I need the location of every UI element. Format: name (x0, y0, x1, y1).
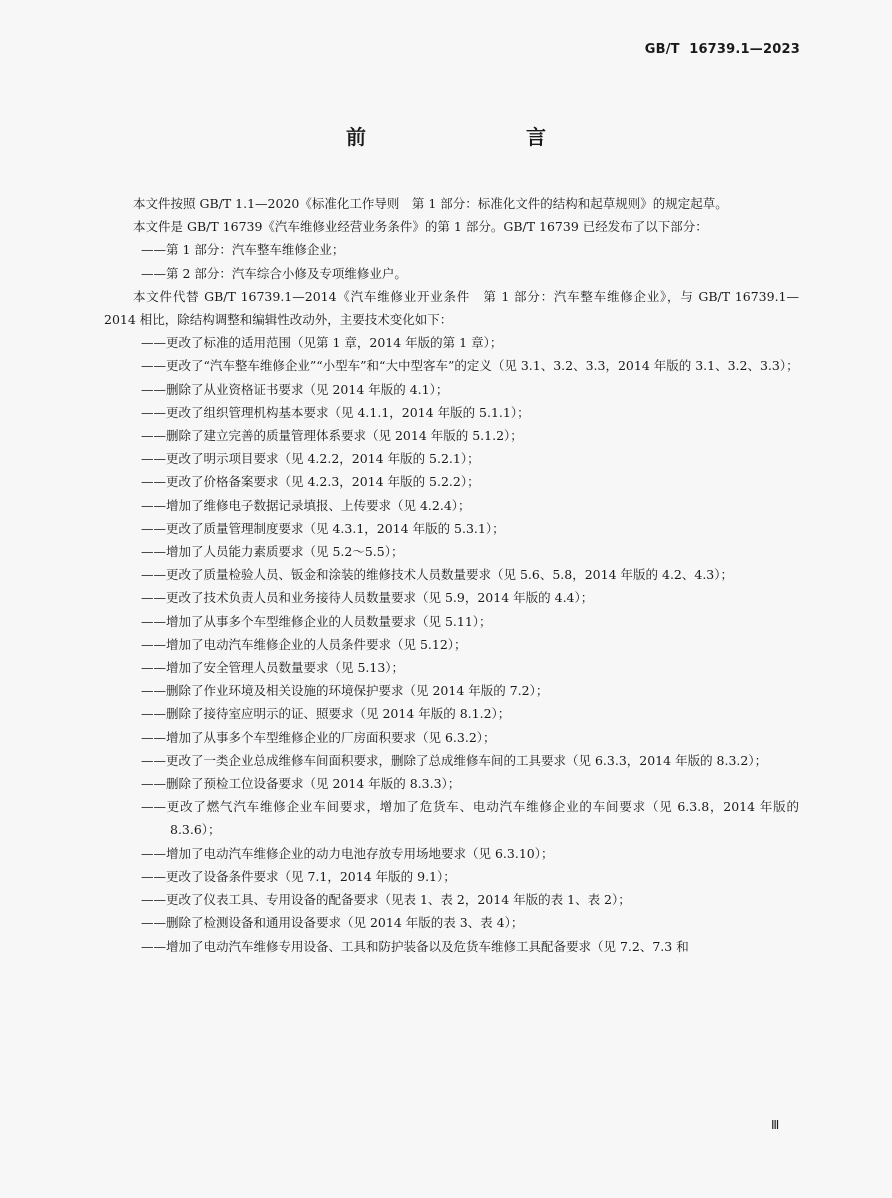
change-item: ——增加了电动汽车维修企业的动力电池存放专用场地要求（见 6.3.10）； (141, 845, 554, 861)
change-item: ——更改了质量管理制度要求（见 4.3.1，2014 年版的 5.3.1）； (141, 520, 505, 536)
change-item: ——增加了电动汽车维修专用设备、工具和防护装备以及危货车维修工具配备要求（见 7.2、7.3 和 (141, 938, 689, 954)
change-item: ——更改了组织管理机构基本要求（见 4.1.1，2014 年版的 5.1.1）； (141, 404, 530, 420)
change-item: ——更改了质量检验人员、钣金和涂装的维修技术人员数量要求（见 5.6、5.8，2014 年版的 4.2、4.3）； (141, 567, 733, 583)
change-item: ——更改了一类企业总成维修车间面积要求，删除了总成维修车间的工具要求（见 6.3.3，2014 年版的 8.3.2）； (141, 752, 768, 768)
change-item: ——增加了从事多个车型维修企业的厂房面积要求（见 6.3.2）； (141, 729, 496, 745)
part-item: ——第 1 部分：汽车整车维修企业； (141, 242, 345, 258)
change-item: ——删除了预检工位设备要求（见 2014 年版的 8.3.3）； (141, 776, 461, 792)
change-item: ——删除了建立完善的质量管理体系要求（见 2014 年版的 5.1.2）； (141, 428, 523, 444)
document-body (104, 192, 799, 958)
change-item: ——删除了接待室应明示的证、照要求（见 2014 年版的 8.1.2）； (141, 706, 511, 722)
page-title: 前 言 (346, 125, 586, 149)
change-item: ——增加了电动汽车维修企业的人员条件要求（见 5.12）； (141, 636, 467, 652)
change-item: ——更改了“汽车整车维修企业”“小型车”和“大中型客车”的定义（见 3.1、3.2、3.3，2014 年版的 3.1、3.2、3.3）； (141, 358, 799, 374)
page-number: Ⅲ (771, 1118, 780, 1132)
change-item: ——删除了检测设备和通用设备要求（见 2014 年版的表 3、表 4）； (141, 915, 524, 931)
change-item: ——更改了标准的适用范围（见第 1 章，2014 年版的第 1 章）； (141, 335, 503, 351)
change-item: ——更改了燃气汽车维修企业车间要求，增加了危货车、电动汽车维修企业的车间要求（见 6.3.8，2014 年版的 8.3.6）； (141, 799, 799, 838)
paragraph: 本文件是 GB/T 16739《汽车维修业经营业务条件》的第 1 部分。GB/T 16739 已经发布了以下部分： (133, 219, 708, 235)
change-item: ——增加了人员能力素质要求（见 5.2～5.5）； (141, 544, 404, 560)
change-item: ——更改了技术负责人员和业务接待人员数量要求（见 5.9，2014 年版的 4.4）； (141, 590, 594, 606)
standard-code: GB/T 16739.1—2023 (644, 42, 800, 57)
change-item: ——增加了从事多个车型维修企业的人员数量要求（见 5.11）； (141, 613, 492, 629)
change-item: ——更改了明示项目要求（见 4.2.2，2014 年版的 5.2.1）； (141, 451, 480, 467)
change-item: ——删除了从业资格证书要求（见 2014 年版的 4.1）； (141, 381, 449, 397)
change-item: ——更改了价格备案要求（见 4.2.3，2014 年版的 5.2.2）； (141, 474, 480, 490)
paragraph: 本文件代替 GB/T 16739.1—2014《汽车维修业开业条件 第 1 部分：汽车整车维修企业》，与 GB/T 16739.1—2014 相比，除结构调整和编辑性改动外，主要技术变化如下： (104, 288, 799, 328)
change-item: ——增加了安全管理人员数量要求（见 5.13）； (141, 660, 405, 676)
change-item: ——删除了作业环境及相关设施的环境保护要求（见 2014 年版的 7.2）； (141, 683, 549, 699)
part-item: ——第 2 部分：汽车综合小修及专项维修业户。 (141, 265, 407, 281)
change-item: ——更改了仪表工具、专用设备的配备要求（见表 1、表 2，2014 年版的表 1、表 2）； (141, 892, 631, 908)
change-item: ——更改了设备条件要求（见 7.1，2014 年版的 9.1）； (141, 868, 456, 884)
paragraph: 本文件按照 GB/T 1.1—2020《标准化工作导则 第 1 部分：标准化文件的结构和起草规则》的规定起草。 (133, 196, 728, 211)
change-item: ——增加了维修电子数据记录填报、上传要求（见 4.2.4）； (141, 497, 471, 513)
changes-list (104, 331, 799, 957)
